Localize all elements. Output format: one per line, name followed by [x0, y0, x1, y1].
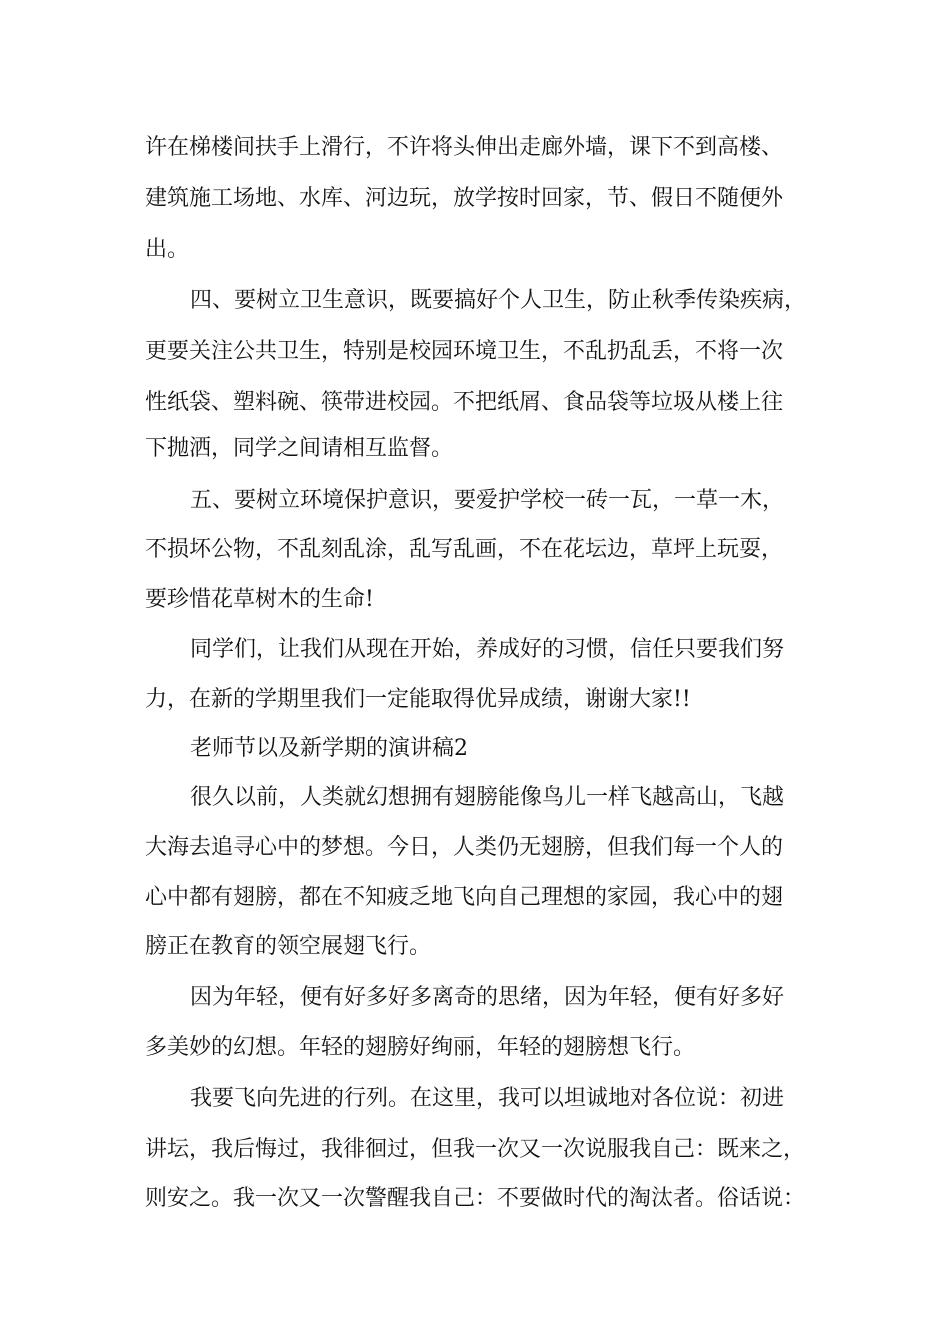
paragraph-start-line: 五、要树立环境保护意识，要爱护学校一砖一瓦，一草一木， [190, 488, 785, 513]
section-heading: 老师节以及新学期的演讲稿2 [190, 736, 468, 761]
paragraph-start-line: 我要飞向先进的行列。在这里，我可以坦诚地对各位说：初进 [190, 1086, 785, 1111]
text-line: 则安之。我一次又一次警醒我自己：不要做时代的淘汰者。俗话说： [145, 1186, 806, 1211]
text-line: 建筑施工场地、水库、河边玩，放学按时回家，节、假日不随便外 [145, 186, 784, 211]
text-line: 力，在新的学期里我们一定能取得优异成绩，谢谢大家!! [145, 687, 691, 712]
text-line: 性纸袋、塑料碗、筷带进校园。不把纸屑、食品袋等垃圾从楼上往 [145, 390, 784, 415]
paragraph-start-line: 同学们，让我们从现在开始，养成好的习惯，信任只要我们努 [190, 637, 785, 662]
paragraph-start-line: 因为年轻，便有好多好多离奇的思绪，因为年轻，便有好多好 [190, 985, 785, 1010]
text-line: 不损坏公物，不乱刻乱涂，乱写乱画，不在花坛边，草坪上玩耍， [145, 537, 784, 562]
text-line: 许在梯楼间扶手上滑行，不许将头伸出走廊外墙，课下不到高楼、 [145, 135, 784, 160]
text-line: 更要关注公共卫生，特别是校园环境卫生，不乱扔乱丢，不将一次 [145, 339, 784, 364]
text-line: 要珍惜花草树木的生命! [145, 587, 374, 612]
text-line: 大海去追寻心中的梦想。今日，人类仍无翅膀，但我们每一个人的 [145, 835, 784, 860]
paragraph-start-line: 四、要树立卫生意识，既要搞好个人卫生，防止秋季传染疾病， [190, 288, 807, 313]
text-line: 讲坛，我后悔过，我徘徊过，但我一次又一次说服我自己：既来之， [145, 1137, 806, 1162]
text-line: 下抛洒，同学之间请相互监督。 [145, 436, 454, 461]
text-line: 出。 [145, 237, 190, 262]
text-line: 多美妙的幻想。年轻的翅膀好绚丽，年轻的翅膀想飞行。 [145, 1035, 696, 1060]
text-line: 膀正在教育的领空展翅飞行。 [145, 934, 432, 959]
paragraph-start-line: 很久以前，人类就幻想拥有翅膀能像鸟儿一样飞越高山，飞越 [190, 785, 785, 810]
text-line: 心中都有翅膀，都在不知疲乏地飞向自己理想的家园，我心中的翅 [145, 885, 784, 910]
